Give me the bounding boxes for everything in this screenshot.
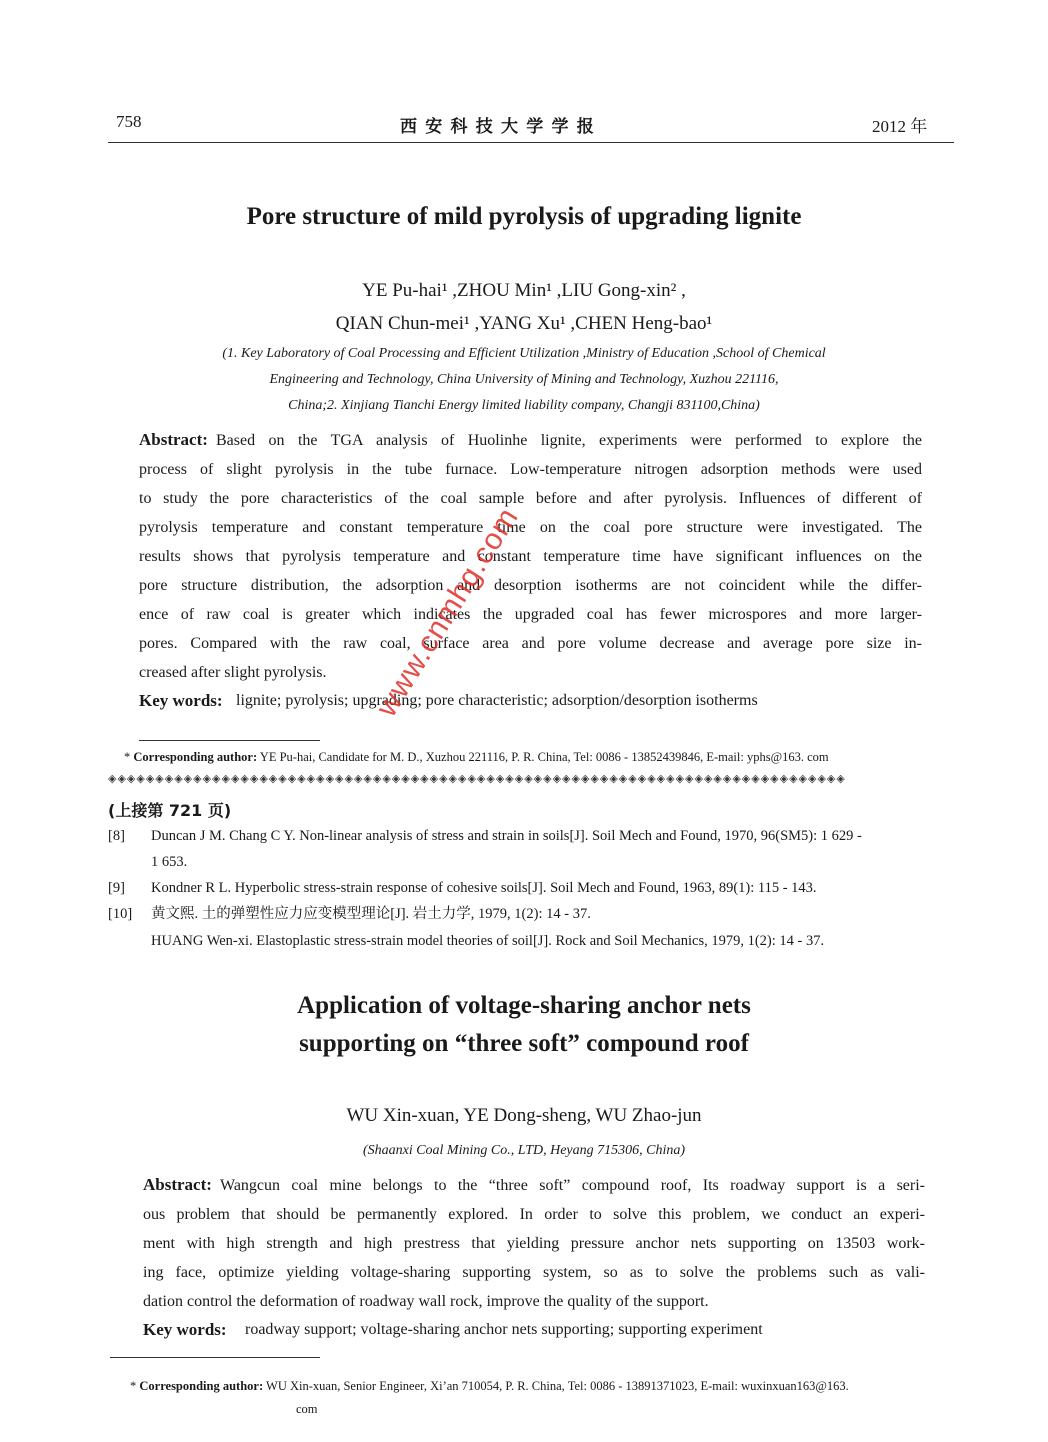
- footnote-rule: [139, 740, 320, 741]
- continuation-heading: (上接第 721 页): [108, 801, 232, 820]
- corresponding-author: [124, 750, 829, 765]
- abstract-line: ence of raw coal is greater which indicates the upgraded coal has fewer microspores and more larger-: [139, 606, 922, 623]
- header-rule: [108, 142, 954, 143]
- ref-text: Kondner R L. Hyperbolic stress-strain response of cohesive soils[J]. Soil Mech and Found, 1963, 89(1): 115 - 143.: [151, 880, 817, 896]
- watermark: www.cnmhg.com: [370, 501, 526, 723]
- abstract-label: Abstract:: [143, 1175, 212, 1194]
- abstract-line: ment with high strength and high prestress that yielding pressure anchor nets supporting on 13503 work-: [143, 1235, 925, 1252]
- ref-text: 1 653.: [151, 854, 188, 870]
- article1-authors-1: YE Pu-hai¹ ,ZHOU Min¹ ,LIU Gong-xin² ,: [362, 280, 686, 301]
- keywords-label: Key words:: [143, 1320, 227, 1339]
- year: 2012 年: [872, 117, 928, 136]
- corresponding-author: [130, 1379, 849, 1394]
- abstract-line: pyrolysis temperature and constant temperature time on the coal pore structure were investigated. The: [139, 519, 922, 536]
- article1-authors-2: QIAN Chun-mei¹ ,YANG Xu¹ ,CHEN Heng-bao¹: [335, 313, 713, 334]
- abstract-line: pore structure distribution, the adsorption and desorption isotherms are not coincident while the differ-: [139, 577, 922, 594]
- abstract-line: dation control the deformation of roadway wall rock, improve the quality of the support.: [143, 1293, 709, 1310]
- ornament-divider: ◈◈◈◈◈◈◈◈◈◈◈◈◈◈◈◈◈◈◈◈◈◈◈◈◈◈◈◈◈◈◈◈◈◈◈◈◈◈◈◈◈◈◈◈◈◈◈◈◈◈◈◈◈◈◈◈◈◈◈◈◈◈◈◈◈◈◈◈◈◈◈◈◈◈◈◈◈◈: [108, 773, 846, 785]
- ref-text: Duncan J M. Chang C Y. Non-linear analysis of stress and strain in soils[J]. Soil Mech and Found, 1970, 96(SM5): 1 629 -: [151, 828, 862, 844]
- abstract-line: creased after slight pyrolysis.: [139, 664, 327, 681]
- abstract-line: Based on the TGA analysis of Huolinhe lignite, experiments were performed to explore the: [216, 432, 922, 449]
- abstract-line: ing face, optimize yielding voltage-sharing supporting system, so as to solve the problems such as vali-: [143, 1264, 925, 1281]
- article1-affiliation-2: Engineering and Technology, China University of Mining and Technology, Xuzhou 221116,: [269, 372, 779, 387]
- page-number: 758: [116, 112, 142, 131]
- abstract-line: process of slight pyrolysis in the tube furnace. Low-temperature nitrogen adsorption methods were used: [139, 461, 922, 478]
- article2-title-1: Application of voltage-sharing anchor nets: [297, 992, 751, 1019]
- ref-number: [10]: [108, 906, 133, 922]
- abstract-line: ous problem that should be permanently explored. In order to solve this problem, we conduct an experi-: [143, 1206, 925, 1223]
- corresponding-label: Corresponding author:: [139, 1379, 264, 1393]
- asterisk: *: [130, 1379, 140, 1393]
- abstract-line: pores. Compared with the raw coal, surface area and pore volume decrease and average pore size in-: [139, 635, 922, 652]
- footnote-rule: [110, 1357, 320, 1358]
- abstract-label: Abstract:: [139, 430, 208, 449]
- corresponding-label: Corresponding author:: [133, 750, 258, 764]
- ref-number: [9]: [108, 880, 125, 896]
- corresponding-text-cont: com: [296, 1402, 318, 1416]
- ref-number: [8]: [108, 828, 125, 844]
- abstract-line: to study the pore characteristics of the coal sample before and after pyrolysis. Influences of different of: [139, 490, 922, 507]
- abstract-line: results shows that pyrolysis temperature and constant temperature time have significant influences on the: [139, 548, 922, 565]
- journal-name: 西 安 科 技 大 学 学 报: [400, 117, 596, 136]
- article1-affiliation-3: China;2. Xinjiang Tianchi Energy limited liability company, Changji 831100,China): [288, 398, 760, 413]
- ref-text: HUANG Wen-xi. Elastoplastic stress-strain model theories of soil[J]. Rock and Soil Mechanics, 1979, 1(2): 14 - 37.: [151, 933, 825, 949]
- article2-authors: WU Xin-xuan, YE Dong-sheng, WU Zhao-jun: [346, 1105, 702, 1126]
- corresponding-text: YE Pu-hai, Candidate for M. D., Xuzhou 221116, P. R. China, Tel: 0086 - 13852439846, E-mail: yphs@163. com: [259, 750, 829, 764]
- corresponding-text: WU Xin-xuan, Senior Engineer, Xi’an 710054, P. R. China, Tel: 0086 - 13891371023, E-mail: wuxinxuan163@163.: [266, 1379, 849, 1393]
- asterisk: *: [124, 750, 134, 764]
- keywords: lignite; pyrolysis; upgrading; pore characteristic; adsorption/desorption isotherms: [236, 692, 758, 709]
- article2-affiliation: (Shaanxi Coal Mining Co., LTD, Heyang 715306, China): [362, 1143, 686, 1158]
- article1-title: Pore structure of mild pyrolysis of upgrading lignite: [246, 203, 802, 230]
- article2-title-2: supporting on “three soft” compound roof: [299, 1030, 749, 1057]
- ref-text: 黄文熙. 土的弹塑性应力应变模型理论[J]. 岩土力学, 1979, 1(2): 14 - 37.: [151, 906, 591, 922]
- article1-affiliation-1: (1. Key Laboratory of Coal Processing and Efficient Utilization ,Ministry of Education ,School of Chemical: [222, 346, 826, 361]
- keywords-label: Key words:: [139, 691, 223, 710]
- keywords: roadway support; voltage-sharing anchor nets supporting; supporting experiment: [245, 1321, 763, 1338]
- abstract-line: Wangcun coal mine belongs to the “three soft” compound roof, Its roadway support is a seri-: [220, 1177, 925, 1194]
